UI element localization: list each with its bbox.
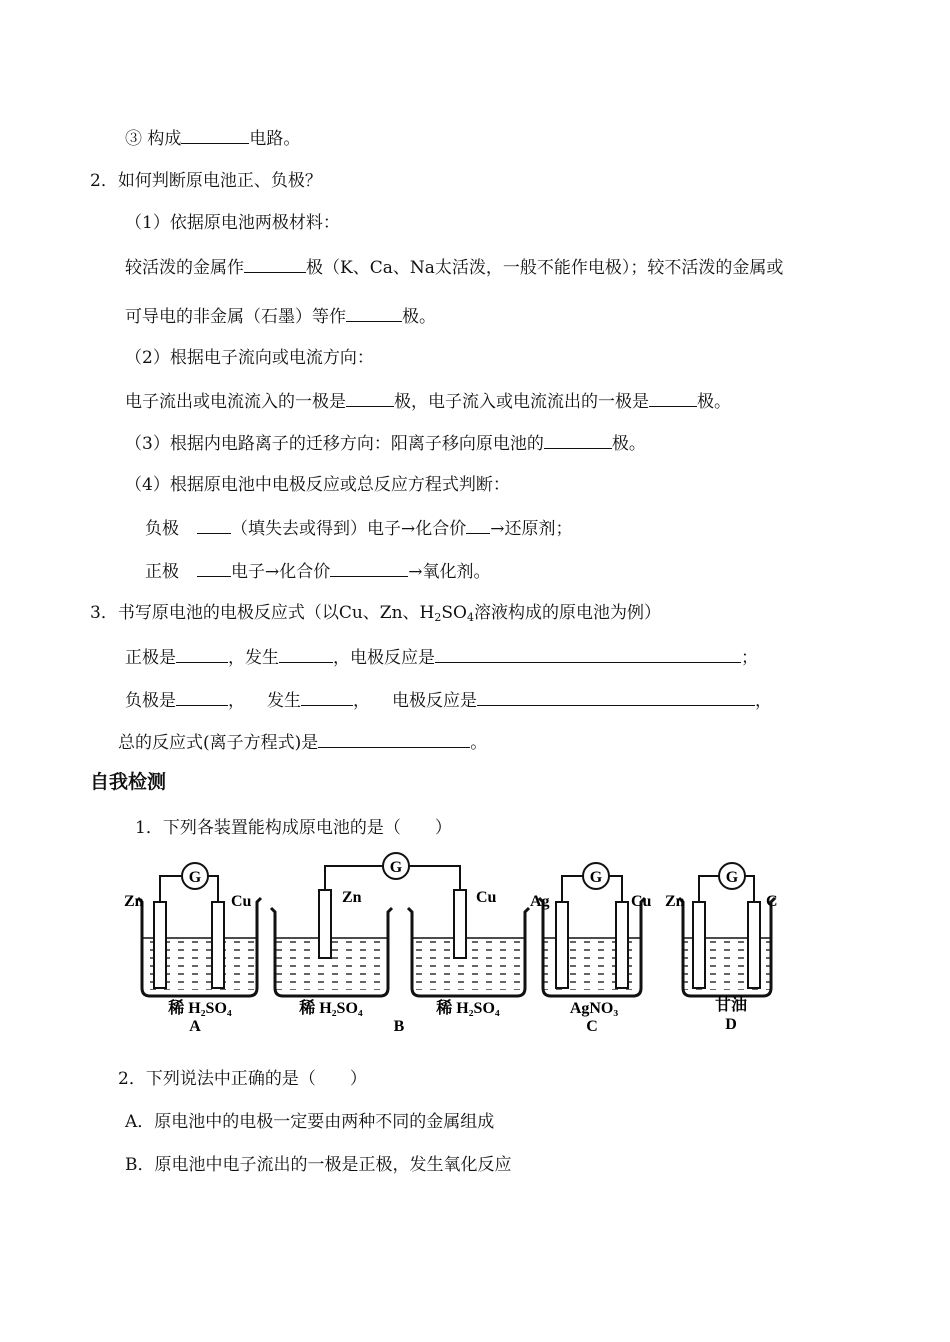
cell-c [530, 863, 652, 1035]
self-check-heading: 自我检测 [90, 771, 167, 793]
q3-negative-line: 负极是 ， 发生 ， 电极反应是 ， [125, 688, 772, 712]
blank [330, 559, 408, 577]
q2-p2-title: （2）根据电子流向或电流方向： [125, 348, 374, 368]
cell-d [665, 863, 778, 1033]
q2-p4-title: （4）根据原电池中电极反应或总反应方程式判断： [125, 475, 510, 495]
blank [544, 431, 612, 449]
blank [176, 688, 228, 706]
galvanometer-c: G [589, 869, 603, 886]
q2-p3-line: （3）根据内电路离子的迁移方向：阳离子移向原电池的 极。 [125, 431, 646, 455]
label-d: D [725, 1016, 737, 1033]
blank [197, 516, 231, 534]
galvanometer-b: G [389, 859, 403, 876]
galvanic-cells-figure [120, 850, 785, 1035]
q2-p1-line1: 较活泼的金属作 极（K、Ca、Na太活泼，一般不能作电极）；较不活泼的金属或 [125, 255, 783, 279]
self-check-q2: 2．下列说法中正确的是（ ） [118, 1069, 367, 1089]
electrode-a-left: Zn [124, 893, 144, 910]
self-check-q2-option-a: A．原电池中的电极一定要由两种不同的金属组成 [125, 1112, 495, 1132]
q3-title: 3．书写原电池的电极反应式（以Cu、Zn、$H_2SO_4$溶液构成的原电池为例） [90, 603, 661, 624]
self-check-q1: 1．下列各装置能构成原电池的是（ ） [135, 818, 452, 838]
electrode-c-left: Ag [530, 893, 550, 910]
cell-a [124, 863, 261, 1035]
blank [181, 126, 249, 144]
galvanometer-a: G [188, 869, 202, 886]
blank [318, 730, 470, 748]
solution-a: 稀 H₂SO₄ [168, 1000, 232, 1017]
q2-positive-line: 正极 电子→化合价 →氧化剂。 [145, 559, 491, 583]
q2-negative-line: 负极 （填失去或得到）电子→化合价 →还原剂； [145, 516, 573, 540]
item-3-circuit: ③ 构成 电路。 [125, 126, 300, 150]
electrode-d-right: C [766, 893, 778, 910]
solution-c: AgNO₃ [569, 1000, 619, 1017]
cell-b [271, 853, 529, 1035]
blank [197, 559, 231, 577]
blank [435, 645, 741, 663]
blank [244, 255, 306, 273]
label-c: C [586, 1018, 598, 1035]
blank [649, 389, 697, 407]
electrode-a-right: Cu [231, 893, 252, 910]
blank [301, 688, 353, 706]
blank [466, 516, 490, 534]
electrode-b-left: Zn [342, 889, 362, 906]
self-check-q2-option-b: B．原电池中电子流出的一极是正极，发生氧化反应 [125, 1155, 512, 1175]
galvanometer-d: G [725, 869, 739, 886]
label-a: A [189, 1018, 201, 1035]
solution-b-right: 稀 H₂SO₄ [436, 1000, 500, 1017]
blank [346, 304, 402, 322]
q2-p1-title: （1）依据原电池两极材料： [125, 213, 340, 233]
q2-title: 2．如何判断原电池正、负极？ [90, 171, 322, 191]
q3-positive-line: 正极是 ，发生 ，电极反应是 ； [125, 645, 758, 669]
label-b: B [393, 1018, 405, 1035]
solution-d: 甘油 [714, 997, 748, 1014]
electrode-c-right: Cu [631, 893, 652, 910]
blank [346, 389, 394, 407]
solution-b-left: 稀 H₂SO₄ [299, 1000, 363, 1017]
q2-p2-line: 电子流出或电流流入的一极是 极，电子流入或电流流出的一极是 极。 [125, 389, 731, 413]
blank [477, 688, 755, 706]
electrode-b-right: Cu [476, 889, 497, 906]
electrode-d-left: Zn [665, 893, 685, 910]
q2-p1-line2: 可导电的非金属（石墨）等作 极。 [125, 304, 436, 328]
blank [176, 645, 228, 663]
q3-total-line: 总的反应式(离子方程式)是 。 [118, 730, 487, 754]
blank [279, 645, 333, 663]
